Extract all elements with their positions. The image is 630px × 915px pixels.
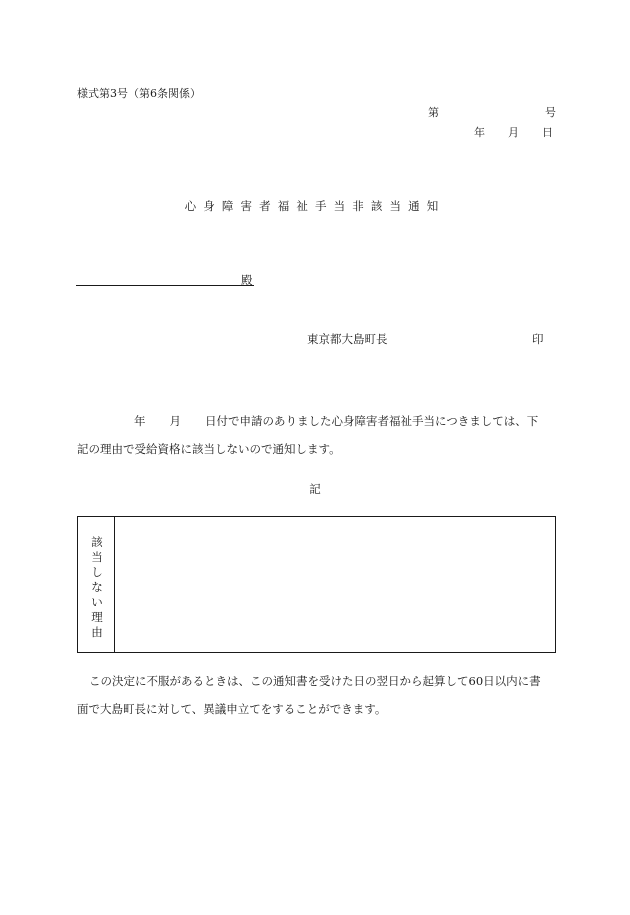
body-year-label: 年 <box>134 414 146 428</box>
notice-line-1-text: この決定に不服があるときは、この通知書を受けた日の翌日から起算して60日以内に書 <box>89 674 541 688</box>
number-suffix: 号 <box>545 106 556 119</box>
reason-header-cell <box>78 517 115 652</box>
document-title: 心身障害者福祉手当非該当通知 <box>184 199 446 213</box>
body-line-2: 記の理由で受給資格に該当しないので通知します。 <box>77 442 341 456</box>
number-prefix: 第 <box>428 106 439 119</box>
addressee-honorific: 殿 <box>241 273 253 287</box>
date-year-label: 年 <box>474 126 485 139</box>
appeal-notice-paragraph <box>77 667 557 723</box>
reason-header-label: 該当しない理由 <box>91 535 103 639</box>
reason-content-cell <box>115 517 555 652</box>
ki-heading: 記 <box>309 482 321 496</box>
body-paragraph <box>77 407 557 463</box>
form-label: 様式第3号（第6条関係） <box>77 87 201 100</box>
date-month-label: 月 <box>508 126 519 139</box>
body-line-1-text: 日付で申請のありました心身障害者福祉手当につきましては、下 <box>205 414 539 428</box>
body-line-1 <box>77 407 557 435</box>
date-day-label: 日 <box>542 126 553 139</box>
seal-mark: 印 <box>532 332 544 346</box>
reason-table <box>77 516 556 653</box>
notice-line-1 <box>77 667 557 695</box>
issuer-name: 東京都大島町長 <box>307 332 388 346</box>
addressee-name-line <box>76 284 254 286</box>
issue-date-line <box>474 124 553 140</box>
body-month-label: 月 <box>169 414 181 428</box>
notice-line-2: 面で大島町長に対して、異議申立てをすることができます。 <box>77 702 387 716</box>
